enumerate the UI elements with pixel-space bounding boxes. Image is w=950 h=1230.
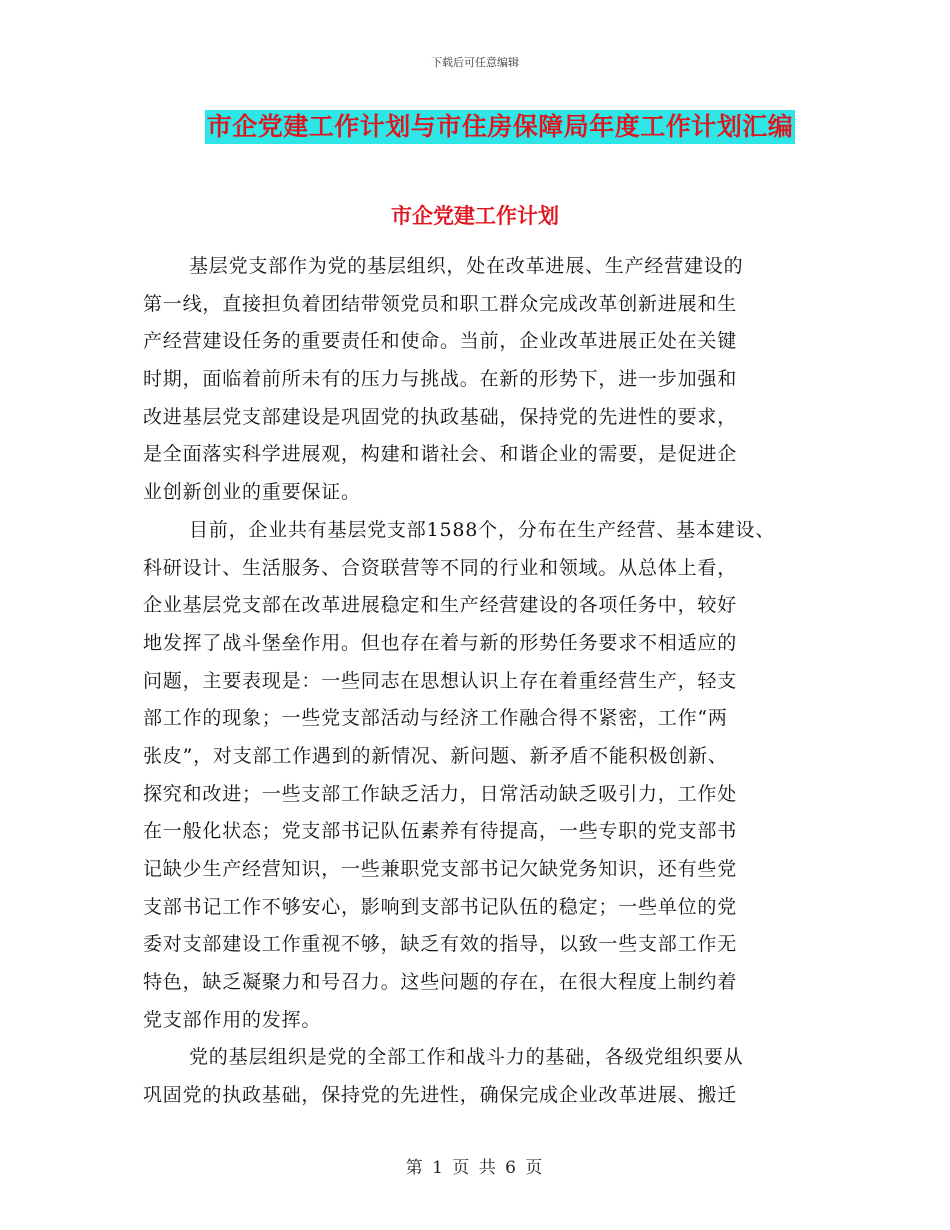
document-title: 市企党建工作计划与市住房保障局年度工作计划汇编 [205, 110, 796, 144]
paragraph-line: 地发挥了战斗堡垒作用。但也存在着与新的形势任务要求不相适应的 [143, 631, 738, 654]
section-title: 市企党建工作计划 [391, 204, 559, 228]
paragraph-line: 部工作的现象；一些党支部活动与经济工作融合得不紧密，工作“两 [143, 707, 728, 730]
document-title-container [0, 110, 950, 144]
paragraph-line: 问题，主要表现是：一些同志在思想认识上存在着重经营生产，轻支 [143, 669, 738, 692]
paragraph-line: 改进基层党支部建设是巩固党的执政基础，保持党的先进性的要求， [143, 405, 738, 428]
paragraph-1 [143, 248, 833, 512]
paragraph-line: 在一般化状态；党支部书记队伍素养有待提高，一些专职的党支部书 [143, 820, 738, 843]
paragraph-line: 党支部作用的发挥。 [143, 1008, 322, 1031]
paragraph-line: 目前，企业共有基层党支部1588个，分布在生产经营、基本建设、 [189, 518, 776, 541]
page-footer: 第 1 页 共 6 页 [405, 1158, 545, 1178]
paragraph-line: 张皮”，对支部工作遇到的新情况、新问题、新矛盾不能积极创新、 [143, 744, 728, 767]
paragraph-line: 巩固党的执政基础，保持党的先进性，确保完成企业改革进展、搬迁 [143, 1084, 738, 1107]
paragraph-line: 企业基层党支部在改革进展稳定和生产经营建设的各项任务中，较好 [143, 594, 738, 617]
paragraph-line: 委对支部建设工作重视不够，缺乏有效的指导，以致一些支部工作无 [143, 933, 738, 956]
paragraph-line: 第一线，直接担负着团结带领党员和职工群众完成改革创新进展和生 [143, 292, 738, 315]
paragraph-line: 科研设计、生活服务、合资联营等不同的行业和领域。从总体上看， [143, 556, 738, 579]
paragraph-line: 党的基层组织是党的全部工作和战斗力的基础，各级党组织要从 [189, 1046, 744, 1069]
paragraph-line: 是全面落实科学进展观，构建和谐社会、和谐企业的需要，是促进企 [143, 443, 738, 466]
paragraph-line: 探究和改进；一些支部工作缺乏活力，日常活动缺乏吸引力，工作处 [143, 782, 738, 805]
paragraph-line: 支部书记工作不够安心，影响到支部书记队伍的稳定；一些单位的党 [143, 895, 738, 918]
paragraph-line: 记缺少生产经营知识，一些兼职党支部书记欠缺党务知识，还有些党 [143, 858, 738, 880]
paragraph-line: 业创新创业的重要保证。 [143, 481, 361, 504]
body-text [143, 248, 833, 1115]
paragraph-line: 时期，面临着前所未有的压力与挑战。在新的形势下，进一步加强和 [143, 368, 738, 391]
paragraph-2 [143, 512, 833, 1040]
header-note: 下载后可任意编辑 [431, 56, 519, 69]
paragraph-line: 特色，缺乏凝聚力和号召力。这些问题的存在，在很大程度上制约着 [143, 971, 738, 994]
paragraph-line: 产经营建设任务的重要责任和使命。当前，企业改革进展正处在关键 [143, 330, 738, 353]
paragraph-line: 基层党支部作为党的基层组织，处在改革进展、生产经营建设的 [189, 255, 744, 277]
paragraph-3 [143, 1039, 833, 1114]
